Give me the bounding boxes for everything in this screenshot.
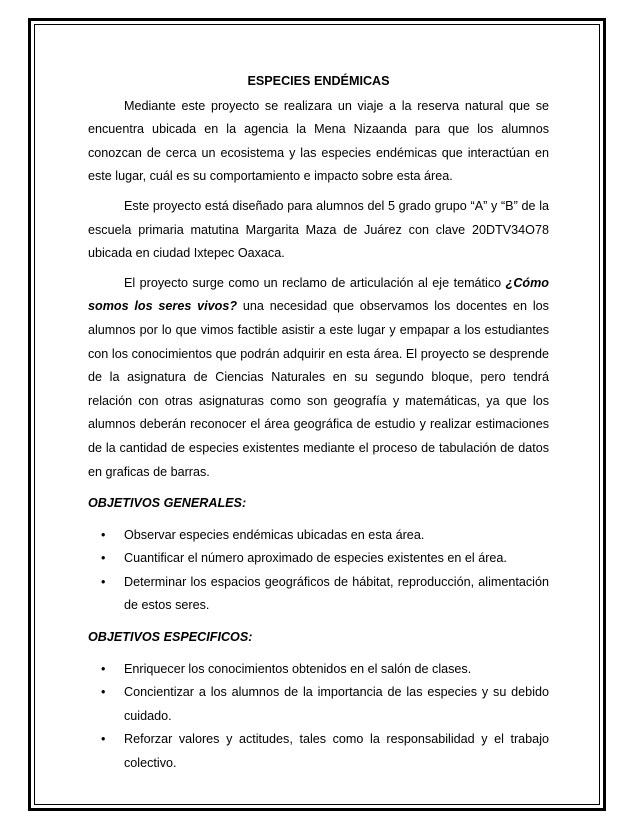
list-item-text: Determinar los espacios geográficos de hábitat, reproducción, alimentación de estos seres. xyxy=(124,574,549,613)
list-item-text: Concientizar a los alumnos de la importancia de las especies y su debido cuidado. xyxy=(124,685,549,723)
list-item xyxy=(88,524,549,548)
bullet-icon: • xyxy=(101,527,106,542)
justification-text-end: una necesidad que observamos los docentes en los alumnos por lo que vimos factible asistir a este lugar y empapar a los estudiantes con los conocimientos que podrán adquirir en esta área. El proyecto se desprende de la asignatura de Ciencias Naturales en su segundo bloque, pero tendrá relación con otras asignaturas como son geografía y matemáticas, ya que los alumnos deberán reconocer el área geográfica de estudio y realizar estimaciones de la cantidad de especies existentes mediante el proceso de tabulación de datos en graficas de barras. xyxy=(88,299,549,479)
objetivos-especificos-list xyxy=(88,658,549,776)
list-item xyxy=(88,547,549,571)
document-body xyxy=(88,70,549,784)
paragraph-intro: Mediante este proyecto se realizara un viaje a la reserva natural que se encuentra ubicada en la agencia la Mena Nizaanda para que los alumnos conozcan de cerca un ecosistema y las especies endémicas que interactúan en este lugar, cuál es su comportamiento e impacto sobre esta área. xyxy=(88,98,549,184)
thematic-axis-question: ¿Cómo somos los seres vivos? xyxy=(88,275,549,314)
objetivos-generales-heading: OBJETIVOS GENERALES: xyxy=(88,496,247,511)
list-item-text: Reforzar valores y actitudes, tales como la responsabilidad y el trabajo colectivo. xyxy=(124,732,549,771)
list-item-text: Cuantificar el número aproximado de especies existentes en el área. xyxy=(124,551,507,566)
document-title: ESPECIES ENDÉMICAS xyxy=(247,74,390,88)
objetivos-generales-list xyxy=(88,524,549,618)
list-item-text: Enriquecer los conocimientos obtenidos en el salón de clases. xyxy=(124,661,472,676)
list-item xyxy=(88,681,549,728)
bullet-icon: • xyxy=(101,661,106,676)
list-item-text: Observar especies endémicas ubicadas en esta área. xyxy=(124,527,425,542)
objetivos-especificos-heading: OBJETIVOS ESPECIFICOS: xyxy=(88,630,253,645)
paragraph-audience: Este proyecto está diseñado para alumnos del 5 grado grupo “A” y “B” de la escuela primaria matutina Margarita Maza de Juárez con clave 20DTV34O78 ubicada en ciudad Ixtepec Oaxaca. xyxy=(88,198,549,261)
bullet-icon: • xyxy=(101,574,106,589)
paragraph-justification xyxy=(88,272,549,484)
bullet-icon: • xyxy=(101,685,106,700)
list-item xyxy=(88,658,549,682)
bullet-icon: • xyxy=(101,732,106,747)
list-item xyxy=(88,571,549,618)
bullet-icon: • xyxy=(101,551,106,566)
list-item xyxy=(88,728,549,775)
justification-text-start: El proyecto surge como un reclamo de articulación al eje temático xyxy=(124,275,506,290)
